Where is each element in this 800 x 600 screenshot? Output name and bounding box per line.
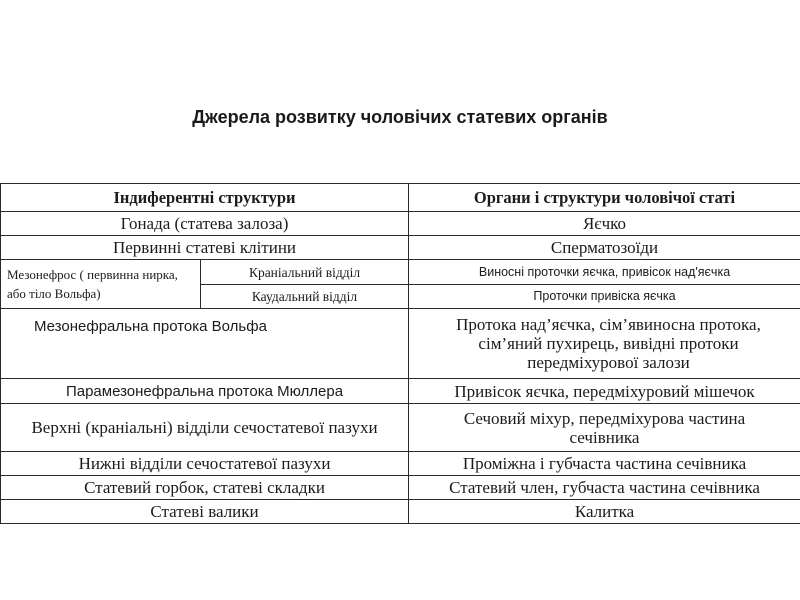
- table-header-row: [1, 184, 800, 212]
- cell-paradidymis-ductules: Проточки привіска яєчка: [409, 285, 800, 309]
- cell-wolffian-derivatives: Протока над’яєчка, сім’явиносна протока, сім’яний пухирець, вивідні протоки передміхурової залози: [409, 309, 800, 379]
- table-row: [1, 379, 800, 404]
- table-row: [1, 476, 800, 500]
- cell-mullerian-derivatives: Привісок яєчка, передміхуровий мішечок: [409, 379, 800, 404]
- header-indifferent-structures: Індиферентні структури: [1, 184, 409, 212]
- cell-penis: Статевий член, губчаста частина сечівника: [409, 476, 800, 500]
- cell-genital-swellings: Статеві валики: [1, 500, 409, 524]
- cell-scrotum: Калитка: [409, 500, 800, 524]
- cell-lower-sinus: Нижні відділи сечостатевої пазухи: [1, 452, 409, 476]
- cell-mullerian-duct: Парамезонефральна протока Мюллера: [1, 379, 409, 404]
- table-row: [1, 309, 800, 379]
- cell-germ-cells: Первинні статеві клітини: [1, 236, 409, 260]
- cell-genital-tubercle: Статевий горбок, статеві складки: [1, 476, 409, 500]
- table-row: [1, 260, 800, 285]
- cell-caudal-part: Каудальний відділ: [201, 285, 409, 309]
- cell-testis: Яєчко: [409, 212, 800, 236]
- document-title: Джерела розвитку чоловічих статевих органів: [192, 107, 608, 127]
- table-row: [1, 236, 800, 260]
- cell-cranial-part: Краніальний відділ: [201, 260, 409, 285]
- cell-wolffian-duct: Мезонефральна протока Вольфа: [1, 309, 409, 379]
- cell-upper-sinus: Верхні (краніальні) відділи сечостатевої пазухи: [1, 404, 409, 452]
- header-male-organs: Органи і структури чоловічої статі: [409, 184, 800, 212]
- cell-bladder-urethra: Сечовий міхур, передміхурова частина сечівника: [409, 404, 800, 452]
- cell-efferent-ductules: Виносні проточки яєчка, привісок над'яєчка: [409, 260, 800, 285]
- cell-mesonephros: Мезонефрос ( первинна нирка, або тіло Вольфа): [1, 260, 201, 309]
- table-row: [1, 452, 800, 476]
- cell-spermatozoa: Сперматозоїди: [409, 236, 800, 260]
- table-row: [1, 404, 800, 452]
- development-table: [0, 183, 800, 524]
- cell-gonad: Гонада (статева залоза): [1, 212, 409, 236]
- table-row: [1, 212, 800, 236]
- table-row: [1, 500, 800, 524]
- cell-membranous-urethra: Проміжна і губчаста частина сечівника: [409, 452, 800, 476]
